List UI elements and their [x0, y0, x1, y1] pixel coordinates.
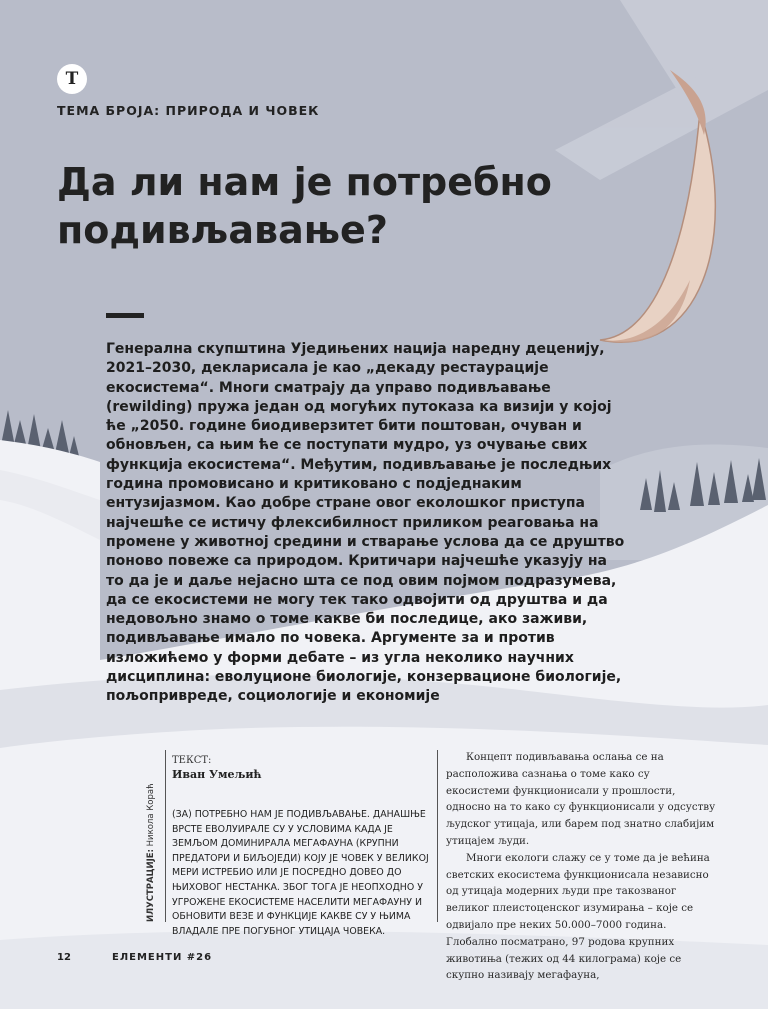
body-column [446, 749, 716, 984]
body-paragraph: Многи екологи слажу се у томе да је већина светских екосистема функционисала независно од утицаја модерних људи пре такозваног великог плеистоценског изумирања – које се одвијало пре неких 50.000–7000 година. Глобално посматрано, 97 родова крупних животиња (тежих од 44 килограма) које се скупно називају мегафауна, [446, 851, 710, 982]
illustrator-name: Никола Кораћ [146, 783, 156, 847]
column-divider-right [437, 750, 438, 922]
page-number: 12 [57, 952, 71, 963]
magazine-logo: T [57, 64, 87, 94]
lead-paragraph: Генерална скупштина Уједињених нација наредну деценију, 2021–2030, декларисала је као „декаду рестаурације екосистема“. Многи сматрају да управо подивљавање (rewilding) пружа један од могућих путоказа ка визији у којој ће „2050. године биодиверзитет бити поштован, очуван и обновљен, са њим ће се поступати мудро, уз очување свих функција екосистема“. Међутим, подивљавање је последњих година промовисано и критиковано с подједнаким ентузијазмом. Као добре стране овог еколошког приступа најчешће се истичу флексибилност приликом реаговања на промене у животној средини и стварање услова да се друштво поново повеже са природом. Критичари најчешће указују на то да је и даље нејасно шта се под овим појмом подразумева, да се екосистеми не могу тек тако одвојити од друштва и да недовољно знамо о томе какве би последице, ако заживи, подивљавање имало по човека. Аргументе за и против изложићемо у форми дебате – из угла неколико научних дисциплина: еволуционе биологије, конзервационе биологије, пољопривреде, социологије и економије [106, 341, 625, 705]
magazine-issue: ЕЛЕМЕНТИ #26 [112, 952, 213, 963]
title-dash-divider [106, 313, 144, 318]
column-divider-left [165, 750, 166, 922]
illustration-label: ИЛУСТРАЦИЈЕ: [146, 849, 156, 922]
article-subhead: (ЗА) ПОТРЕБНО НАМ ЈЕ ПОДИВЉАВАЊЕ. ДАНАШЊЕ ВРСТЕ ЕВОЛУИРАЛЕ СУ У УСЛОВИМА КАДА ЈЕ ЗЕМЉОМ ДОМИНИРАЛА МЕГАФАУНА (КРУПНИ ПРЕДАТОРИ И БИЉОЈЕДИ) КОЈУ ЈЕ ЧОВЕК У ВЕЛИКОЈ МЕРИ ИСТРЕБИО ИЛИ ЈЕ ПОСРЕДНО ДОВЕО ДО ЊИХОВОГ НЕСТАНКА. ЗБОГ ТОГА ЈЕ НЕОПХОДНО У УГРОЖЕНЕ ЕКОСИСТЕМЕ НАСЕЛИТИ МЕГАФАУНУ И ОБНОВИТИ ВЕЗЕ И ФУНКЦИЈЕ КАКВЕ СУ У ЊИМА ВЛАДАЛЕ ПРЕ ПОГУБНОГ УТИЦАЈА ЧОВЕКА. [172, 809, 429, 937]
author-label: ТЕКСТ: [172, 755, 212, 766]
article-title: Да ли нам је потребно подивљавање? [57, 160, 552, 252]
sky-streaks [555, 0, 768, 180]
section-kicker: ТЕМА БРОЈА: ПРИРОДА И ЧОВЕК [57, 103, 320, 118]
author-name: Иван Умељић [172, 768, 262, 781]
body-paragraph: Концепт подивљавања ослања се на расположива сазнања о томе како су екосистеми функционисали у прошлости, односно на то како су функционисали у одсуству људског утицаја, или барем под знатно слабијим утицајем људи. [446, 751, 716, 847]
illustration-credit [146, 783, 156, 922]
